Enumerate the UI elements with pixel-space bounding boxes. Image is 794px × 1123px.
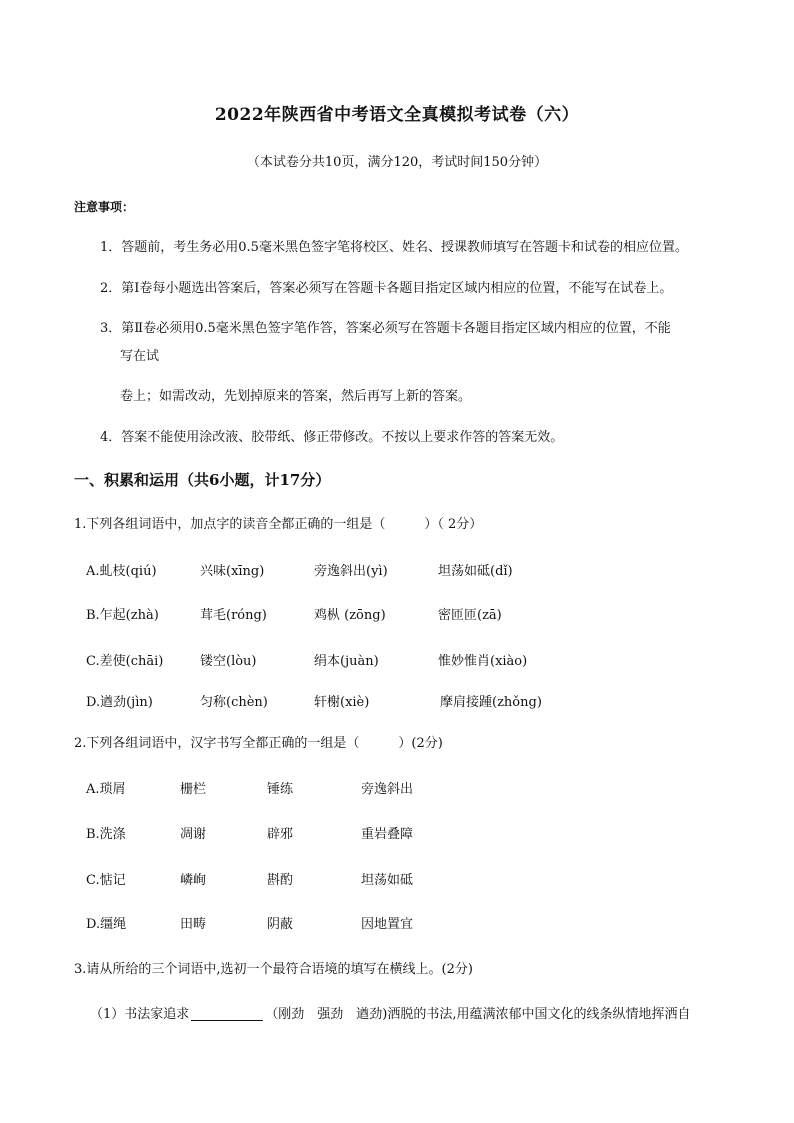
option-d-word: 因地置宜	[361, 917, 414, 932]
option-b-word: 密匝匝(zā)	[438, 608, 502, 623]
option-b-word: 重岩叠障	[361, 827, 414, 842]
option-c-word: 嶙峋	[180, 873, 207, 888]
option-d-word: D.缰绳	[86, 917, 127, 932]
notice-item: 2．第Ⅰ卷每小题选出答案后，答案必须写在答题卡各题目指定区域内相应的位置，不能写在试卷上。	[100, 281, 673, 296]
option-a-word: 旁逸斜出(yì)	[314, 564, 388, 579]
section-heading: 一、积累和运用（共6小题，计17分）	[74, 471, 331, 489]
option-c-word: 惟妙惟肖(xiào)	[438, 654, 528, 669]
option-b-word: 茸毛(róng)	[200, 608, 267, 623]
question-2-stem: 2.下列各组词语中，汉字书写全都正确的一组是（ ）(2分)	[74, 736, 443, 751]
option-a-word: 栅栏	[180, 782, 207, 797]
option-b-word: 凋谢	[180, 827, 207, 842]
sub-question-text: （刚劲 强劲 遒劲)洒脱的书法,用蕴满浓郁中国文化的线条纵情地挥洒自	[265, 1007, 691, 1022]
option-a-word: A.虬枝(qiú)	[86, 564, 157, 579]
option-b-word: B.乍起(zhà)	[86, 608, 159, 623]
option-c-word: 绢本(juàn)	[314, 654, 379, 669]
option-d-word: 田畴	[180, 917, 207, 932]
option-d-word: 摩肩接踵(zhǒng)	[440, 695, 542, 710]
option-d-word: 匀称(chèn)	[200, 695, 268, 710]
answer-blank[interactable]	[191, 1008, 263, 1021]
option-d-word: D.遒劲(jìn)	[86, 695, 153, 710]
option-c-word: C.惦记	[86, 873, 126, 888]
option-a-word: A.琐屑	[86, 782, 126, 797]
notice-item-continued: 卷上；如需改动，先划掉原来的答案，然后再写上新的答案。	[120, 389, 472, 404]
sub-question-text: （1）书法家追求	[90, 1007, 190, 1022]
page-title: 2022年陕西省中考语文全真模拟考试卷（六）	[214, 105, 580, 125]
question-1-stem: 1.下列各组词语中，加点字的读音全都正确的一组是（ ）（ 2分）	[74, 517, 483, 532]
option-c-word: 斟酌	[267, 873, 294, 888]
option-a-word: 锤练	[267, 782, 294, 797]
option-c-word: C.差使(chāi)	[86, 654, 164, 669]
option-a-word: 旁逸斜出	[361, 782, 414, 797]
option-b-word: B.洗涤	[86, 827, 126, 842]
option-d-word: 轩榭(xiè)	[314, 695, 370, 710]
notice-item: 1．答题前，考生务必用0.5毫米黑色签字笔将校区、姓名、授课教师填写在答题卡和试卷的相应位置。	[100, 240, 688, 255]
notice-item: 4．答案不能使用涂改液、胶带纸、修正带修改。不按以上要求作答的答案无效。	[100, 430, 564, 445]
question-3-stem: 3.请从所给的三个词语中,选初一个最符合语境的填写在横线上。(2分)	[74, 962, 473, 977]
question-3-sub-1	[90, 1008, 691, 1021]
option-a-word: 兴味(xīng)	[200, 564, 265, 579]
option-d-word: 阴蔽	[267, 917, 294, 932]
option-a-word: 坦荡如砥(dǐ)	[438, 564, 513, 579]
option-b-word: 辟邪	[267, 827, 294, 842]
option-c-word: 镂空(lòu)	[200, 654, 257, 669]
notice-item-continued: 写在试	[120, 349, 160, 364]
option-b-word: 鸡枞 (zōng)	[314, 608, 386, 623]
option-c-word: 坦荡如砥	[361, 873, 414, 888]
exam-info: （本试卷分共10页，满分120，考试时间150分钟）	[246, 155, 548, 170]
notice-heading: 注意事项：	[74, 200, 135, 214]
notice-item: 3．第Ⅱ卷必须用0.5毫米黑色签字笔作答，答案必须写在答题卡各题目指定区域内相应的位置，不能	[100, 321, 671, 336]
